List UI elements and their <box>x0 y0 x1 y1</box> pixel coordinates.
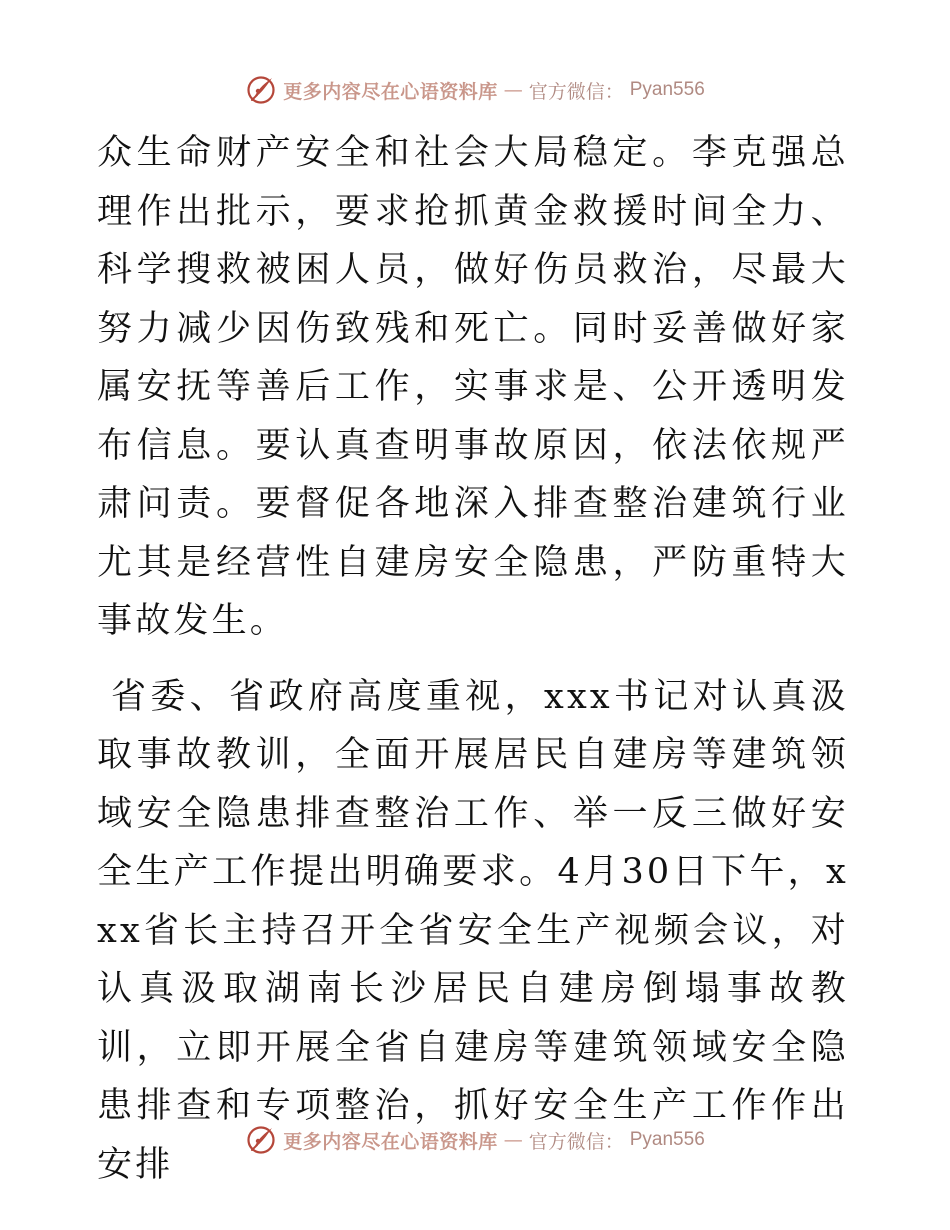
document-body <box>97 124 849 1194</box>
header-wechat-label: 官方微信： <box>528 80 624 103</box>
header-dash: — <box>503 79 523 101</box>
footer-banner <box>0 1120 950 1160</box>
footer-dash: — <box>503 1129 523 1151</box>
quill-logo-icon <box>245 74 277 106</box>
header-wechat-id: Pyan556 <box>629 79 705 100</box>
header-site-text: 更多内容尽在心语资料库 <box>283 80 498 103</box>
body-paragraph-2: 省委、省政府高度重视，xxx书记对认真汲取事故教训，全面开展居民自建房等建筑领域安全隐患排查整治工作、举一反三做好安全生产工作提出明确要求。4月30日下午，xxx省长主持召开全省安全生产视频会议，对认真汲取湖南长沙居民自建房倒塌事故教训，立即开展全省自建房等建筑领域安全隐患排查和专项整治，抓好安全生产工作作出安排 <box>97 676 849 1185</box>
body-paragraph-1: 众生命财产安全和社会大局稳定。李克强总理作出批示，要求抢抓黄金救援时间全力、科学搜救被困人员，做好伤员救治，尽最大努力减少因伤致残和死亡。同时妥善做好家属安抚等善后工作，实事求是、公开透明发布信息。要认真查明事故原因，依法依规严肃问责。要督促各地深入排查整治建筑行业尤其是经营性自建房安全隐患，严防重特大事故发生。 <box>97 133 849 641</box>
quill-logo-icon <box>245 1124 277 1156</box>
footer-wechat-label: 官方微信： <box>528 1130 624 1153</box>
footer-site-text: 更多内容尽在心语资料库 <box>283 1130 498 1153</box>
footer-wechat-id: Pyan556 <box>629 1129 705 1150</box>
header-banner <box>0 70 950 110</box>
